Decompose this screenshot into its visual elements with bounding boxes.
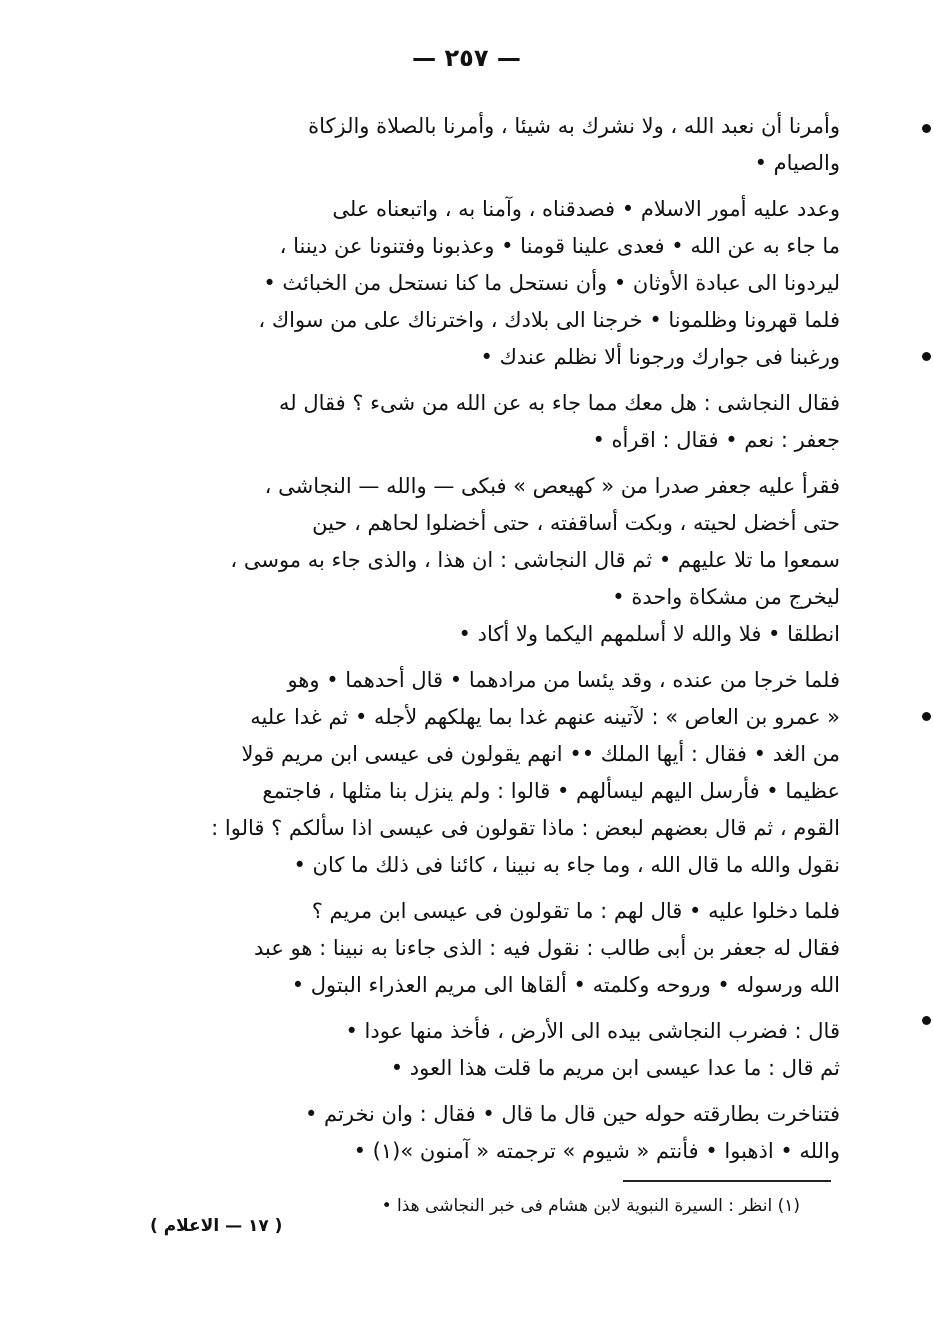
text-line: فلما خرجا من عنده ، وقد يئسا من مرادهما • قال أحدهما • وهو — [287, 668, 840, 692]
margin-dot-icon — [922, 712, 931, 721]
text-line: والله • اذهبوا • فأنتم « شيوم » ترجمته « آمنون »(١) • — [353, 1139, 840, 1163]
paragraph-3 — [150, 385, 840, 459]
text-line: من الغد • فقال : أيها الملك •• انهم يقولون فى عيسى ابن مريم قولا — [241, 742, 840, 766]
margin-dot-icon — [922, 124, 931, 133]
text-line: فقال النجاشى : هل معك مما جاء به عن الله من شىء ؟ فقال له — [279, 391, 840, 415]
paragraph-2 — [150, 191, 840, 376]
text-line: ليخرج من مشكاة واحدة • — [612, 585, 840, 609]
text-line: وعدد عليه أمور الاسلام • فصدقناه ، وآمنا به ، واتبعناه على — [332, 197, 840, 221]
signature-mark: ( ١٧ — الاعلام ) — [150, 1216, 283, 1236]
text-line: والصيام • — [754, 151, 840, 175]
text-line: الله ورسوله • وروحه وكلمته • ألقاها الى مريم العذراء البتول • — [291, 973, 840, 997]
paragraph-4 — [150, 468, 840, 653]
body-text — [150, 108, 840, 1170]
text-line: « عمرو بن العاص » : لآتينه عنهم غدا بما يهلكهم لأجله • ثم غدا عليه — [250, 705, 840, 729]
text-line: عظيما • فأرسل اليهم ليسألهم • قالوا : ولم ينزل بنا مثلها ، فاجتمع — [262, 779, 840, 803]
text-line: سمعوا ما تلا عليهم • ثم قال النجاشى : ان هذا ، والذى جاء به موسى ، — [230, 548, 840, 572]
text-line: انطلقا • فلا والله لا أسلمهم اليكما ولا أكاد • — [458, 622, 840, 646]
text-line: ورغبنا فى جوارك ورجونا ألا نظلم عندك • — [480, 345, 840, 369]
paragraph-1 — [150, 108, 840, 182]
text-line: حتى أخضل لحيته ، وبكت أساقفته ، حتى أخضلوا لحاهم ، حين — [312, 511, 840, 535]
margin-dot-icon — [922, 352, 931, 361]
text-line: قال : فضرب النجاشى بيده الى الأرض ، فأخذ منها عودا • — [345, 1019, 840, 1043]
text-line: نقول والله ما قال الله ، وما جاء به نبينا ، كائنا فى ذلك ما كان • — [293, 853, 840, 877]
text-line: فتناخرت بطارقته حوله حين قال ما قال • فقال : وان نخرتم • — [305, 1102, 840, 1126]
footnote-divider — [623, 1180, 831, 1182]
text-line: جعفر : نعم • فقال : اقرأه • — [592, 428, 840, 452]
paragraph-5 — [150, 662, 840, 884]
paragraph-6 — [150, 893, 840, 1004]
text-line: ثم قال : ما عدا عيسى ابن مريم ما قلت هذا العود • — [390, 1056, 840, 1080]
text-line: القوم ، ثم قال بعضهم لبعض : ماذا تقولون فى عيسى اذا سألكم ؟ قالوا : — [211, 816, 840, 840]
text-line: ما جاء به عن الله • فعدى علينا قومنا • وعذبونا وفتنونا عن ديننا ، — [279, 234, 840, 258]
footnote: (١) انظر : السيرة النبوية لابن هشام فى خبر النجاشى هذا • — [381, 1196, 800, 1216]
text-line: وأمرنا أن نعبد الله ، ولا نشرك به شيئا ، وأمرنا بالصلاة والزكاة — [308, 114, 840, 138]
margin-dot-icon — [922, 1016, 931, 1025]
text-line: فلما قهرونا وظلمونا • خرجنا الى بلادك ، واخترناك على من سواك ، — [258, 308, 840, 332]
text-line: فلما دخلوا عليه • قال لهم : ما تقولون فى عيسى ابن مريم ؟ — [311, 899, 840, 923]
text-line: ليردونا الى عبادة الأوثان • وأن نستحل ما كنا نستحل من الخبائث • — [263, 271, 840, 295]
paragraph-8 — [150, 1096, 840, 1170]
paragraph-7 — [150, 1013, 840, 1087]
text-line: فقال له جعفر بن أبى طالب : نقول فيه : الذى جاءنا به نبينا : هو عبد — [253, 936, 840, 960]
page-number: — ٢٥٧ — — [412, 44, 521, 72]
text-line: فقرأ عليه جعفر صدرا من « كهيعص » فبكى — والله — النجاشى ، — [264, 474, 840, 498]
